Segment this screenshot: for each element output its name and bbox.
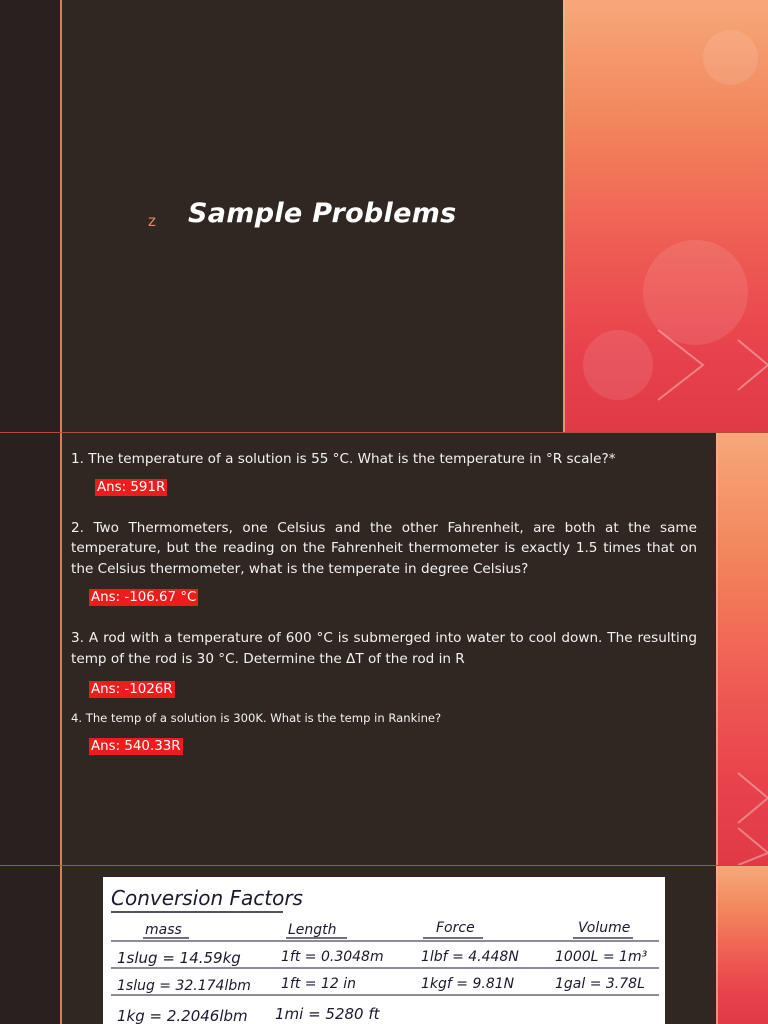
cell-r1-mass: 1slug = 14.59kg	[117, 949, 241, 967]
conversion-factors-image	[103, 877, 665, 1024]
problems-slide	[0, 433, 768, 865]
problem-4-question: 4. The temp of a solution is 300K. What is the temp in Rankine?	[71, 711, 442, 725]
title-slide	[0, 0, 768, 432]
problem-1-question: 1. The temperature of a solution is 55 °C. What is the temperature in °R scale?*	[71, 451, 616, 467]
problem-3-question: 3. A rod with a temperature of 600 °C is submerged into water to cool down. The resulting temp of the rod is 30 °C. Determine the ΔT of the rod in R	[71, 630, 697, 667]
column-length: Length	[288, 922, 337, 938]
decorative-gradient-panel	[716, 866, 768, 1024]
accent-line	[60, 0, 62, 432]
cell-r3-length: 1mi = 5280 ft	[275, 1005, 380, 1023]
left-strip	[0, 0, 60, 432]
cell-r3-mass: 1kg = 2.2046lbm	[117, 1007, 248, 1024]
problem-list	[71, 449, 697, 755]
problem-1-answer: Ans: 591R	[97, 479, 166, 495]
problem-4-answer: Ans: 540.33R	[91, 739, 181, 754]
column-volume: Volume	[578, 920, 631, 936]
problem-3-answer: Ans: -1026R	[91, 682, 173, 697]
panel-edge	[716, 866, 718, 1024]
problem-2-question: 2. Two Thermometers, one Celsius and the other Fahrenheit, are both at the same temperature, but the reading on the Fahrenheit thermometer is exactly 1.5 times that on the Celsius thermometer, what is the temperate in degree Celsius?	[71, 519, 697, 577]
decorative-gradient-panel	[716, 433, 768, 865]
cell-r1-force: 1lbf = 4.448N	[421, 949, 519, 965]
cell-r2-volume: 1gal = 3.78L	[555, 976, 645, 992]
conversion-factors-slide	[0, 866, 768, 1024]
accent-line	[60, 866, 62, 1024]
column-mass: mass	[145, 922, 182, 938]
accent-line	[60, 433, 62, 865]
slide-title: Sample Problems	[188, 198, 457, 229]
handwritten-table	[103, 877, 665, 1024]
decorative-gradient-panel	[563, 0, 768, 432]
column-force: Force	[436, 920, 475, 936]
chevron-decoration	[716, 433, 768, 865]
cell-r1-length: 1ft = 0.3048m	[281, 949, 384, 965]
bullet-mark: z	[148, 212, 156, 230]
cell-r1-volume: 1000L = 1m³	[555, 949, 648, 965]
conversion-heading: Conversion Factors	[111, 886, 303, 910]
chevron-decoration	[563, 0, 768, 432]
cell-r2-length: 1ft = 12 in	[281, 976, 356, 992]
cell-r2-force: 1kgf = 9.81N	[421, 976, 515, 992]
cell-r2-mass: 1slug = 32.174lbm	[117, 978, 251, 994]
left-strip	[0, 866, 60, 1024]
problem-2-answer: Ans: -106.67 °C	[91, 590, 197, 605]
left-strip	[0, 433, 60, 865]
